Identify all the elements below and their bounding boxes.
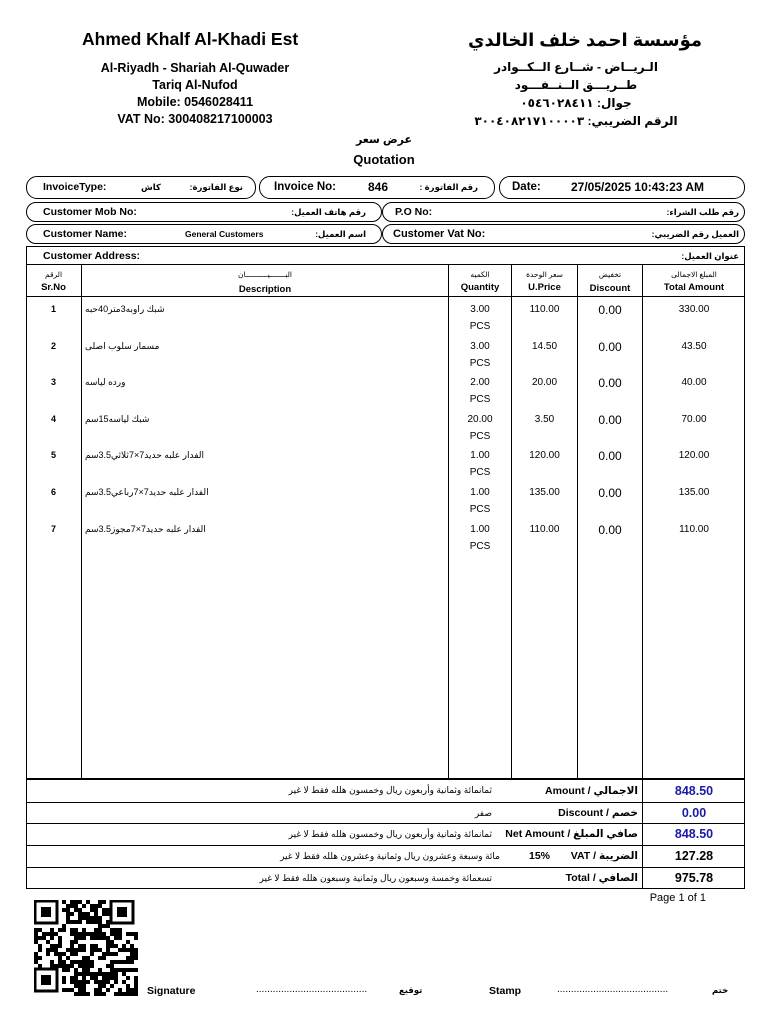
- row-description: الفدار علبه حديد7×7ثلاثي3.5سم: [85, 450, 205, 461]
- row-unit-price: 110.00: [529, 304, 560, 315]
- net-label: Net Amount / صافي المبلغ: [505, 828, 638, 840]
- stamp-line: ........................................: [557, 984, 669, 995]
- row-qty-unit: PCS: [469, 467, 491, 479]
- row-description: شبك راوبه3متر40حبه: [85, 304, 165, 314]
- invoice-type-ar: نوع الفاتورة:: [189, 182, 243, 192]
- mobile-en: Mobile: 0546028411: [136, 95, 254, 109]
- row-qty-value: 1.00: [470, 487, 490, 498]
- table-row: [0, 304, 768, 338]
- table-row: [0, 341, 768, 375]
- amount-value: 848.50: [674, 784, 714, 798]
- page-number: Page 1 of 1: [649, 892, 706, 904]
- row-total: 43.50: [681, 340, 707, 352]
- row-qty-value: 3.00: [470, 340, 490, 352]
- date-label: Date:: [512, 181, 541, 193]
- company-address-ar: [456, 58, 696, 130]
- table-header-divider: [26, 296, 745, 297]
- row-discount: 0.00: [598, 376, 622, 391]
- vat-words: مائة وسبعة وعشرون ريال وثمانية وعشرون هلله فقط لا غير: [280, 851, 500, 861]
- po-label: P.O No:: [395, 206, 433, 218]
- row-sr-no: 3: [50, 377, 56, 388]
- row-sr-no: 7: [50, 523, 56, 534]
- doc-title-ar: عرض سعر: [355, 134, 413, 146]
- row-qty-value: 1.00: [470, 523, 490, 535]
- address-ar-line-2: طــريـــق الــنــفـــود: [514, 78, 638, 92]
- row-unit-price: 135.00: [529, 487, 560, 498]
- customer-name-ar: اسم العميل:: [315, 229, 366, 239]
- totals-divider-4: [26, 867, 745, 868]
- row-discount: 0.00: [598, 449, 622, 464]
- total-label: Total / الصافي: [565, 872, 638, 884]
- row-qty-unit: PCS: [469, 394, 491, 406]
- col-disc-en: Discount: [589, 283, 631, 294]
- vat-ar: الرقم الضريبي: ٣٠٠٤٠٨٢١٧١٠٠٠٠٣: [474, 114, 678, 128]
- row-qty-value: 20.00: [467, 413, 493, 425]
- row-discount: 0.00: [598, 522, 622, 537]
- signature-ar: توقيع: [399, 985, 423, 995]
- row-qty-unit: PCS: [469, 357, 491, 369]
- totals-top-border: [26, 779, 745, 780]
- row-description: مسمار سلوب اصلى: [85, 340, 160, 351]
- discount-words: صفر: [474, 808, 492, 818]
- vat-value: 127.28: [674, 849, 714, 863]
- signature-label: Signature: [147, 985, 196, 997]
- row-quantity: [449, 374, 511, 408]
- col-desc-ar: البـــــــيــــــــــان: [237, 270, 293, 279]
- row-discount: 0.00: [598, 339, 622, 354]
- vat-en: VAT No: 300408217100003: [117, 112, 273, 126]
- row-qty-value: 1.00: [470, 450, 490, 462]
- table-row: [0, 487, 768, 521]
- table-row: [0, 450, 768, 484]
- stamp-ar: ختم: [712, 985, 729, 995]
- discount-value: 0.00: [681, 806, 707, 820]
- company-address-en: [70, 60, 320, 128]
- invoice-type-value: كاش: [141, 182, 161, 192]
- totals-bottom-border: [26, 888, 745, 889]
- row-description: ورده لياسه: [85, 377, 126, 388]
- col-price-en: U.Price: [528, 282, 561, 293]
- invoice-no-ar: رقم الفاتورة :: [419, 182, 478, 192]
- table-row: [0, 377, 768, 411]
- customer-name-value: General Customers: [185, 229, 264, 239]
- vat-label: VAT / الضريبة: [570, 850, 638, 862]
- row-total: 120.00: [678, 450, 710, 462]
- col-srno-ar: الرقم: [44, 270, 63, 279]
- row-sr-no: 5: [50, 450, 56, 461]
- net-words: ثمانمائة وثمانية وأربعون ريال وخمسون هلله فقط لا غير: [288, 829, 492, 839]
- row-discount: 0.00: [598, 303, 622, 317]
- col-header-discount: [578, 268, 642, 296]
- qr-code: [34, 900, 138, 996]
- customer-vat-label: Customer Vat No:: [393, 228, 486, 240]
- row-qty-unit: PCS: [469, 321, 491, 332]
- total-words: تسعمائة وخمسة وسبعون ريال وثمانية وسبعون هلله فقط لا غير: [259, 873, 492, 883]
- col-qty-en: Quantity: [460, 282, 500, 293]
- row-total: 40.00: [681, 377, 707, 389]
- totals-divider-1: [26, 802, 745, 803]
- row-sr-no: 2: [50, 340, 56, 351]
- row-quantity: [449, 411, 511, 445]
- row-sr-no: 6: [50, 487, 56, 497]
- col-price-ar: سعر الوحدة: [526, 270, 563, 279]
- row-qty-unit: PCS: [469, 430, 491, 442]
- row-sr-no: 4: [50, 413, 56, 424]
- address-ar-line-1: الـريــاض - شــارع الــكــوادر: [494, 60, 658, 74]
- row-sr-no: 1: [50, 304, 56, 314]
- invoice-no-label: Invoice No:: [274, 181, 336, 193]
- col-disc-ar: تخفيض: [598, 270, 622, 279]
- row-total: 135.00: [678, 487, 710, 498]
- row-description: الفدار علبه حديد7×7مجوز3.5سم: [85, 523, 206, 534]
- row-unit-price: 20.00: [531, 377, 558, 389]
- row-quantity: [449, 338, 511, 372]
- amount-words: ثمانمائة وثمانية وأربعون ريال وخمسون هلله فقط لا غير: [288, 785, 492, 795]
- stamp-label: Stamp: [489, 985, 522, 997]
- po-ar: رقم طلب الشراء:: [666, 207, 739, 217]
- row-qty-unit: PCS: [469, 540, 491, 552]
- col-total-ar: المبلغ الاجمالى: [671, 270, 717, 279]
- discount-label: Discount / خصم: [558, 807, 638, 819]
- amount-label: Amount / الاجمالي: [545, 785, 638, 797]
- row-quantity: [449, 301, 511, 335]
- row-unit-price: 14.50: [531, 340, 558, 352]
- totals-divider-2: [26, 823, 745, 824]
- invoice-no-value: 846: [368, 180, 389, 194]
- company-name-ar: مؤسسة احمد خلف الخالدي: [467, 30, 702, 50]
- address-line-2: Tariq Al-Nufod: [152, 78, 238, 92]
- date-value: 27/05/2025 10:43:23 AM: [571, 180, 704, 194]
- customer-mob-ar: رقم هاتف العميل:: [291, 207, 366, 217]
- row-description: الفدار علبه حديد7×7رباعي3.5سم: [85, 487, 209, 497]
- col-total-en: Total Amount: [663, 282, 725, 293]
- col-header-srno: [26, 268, 81, 294]
- mobile-ar: جوال: ٠٥٤٦٠٢٨٤١١: [520, 96, 632, 110]
- row-quantity: [449, 484, 511, 518]
- table-row: [0, 414, 768, 448]
- signature-line: ........................................: [256, 984, 368, 995]
- address-line-1: Al-Riyadh - Shariah Al-Quwader: [100, 61, 290, 75]
- col-header-price: [512, 268, 577, 294]
- row-unit-price: 3.50: [534, 413, 555, 425]
- row-qty-value: 3.00: [470, 304, 490, 315]
- col-desc-en: Description: [238, 284, 292, 295]
- row-unit-price: 120.00: [529, 450, 560, 462]
- customer-address-ar: عنوان العميل:: [681, 251, 739, 261]
- row-total: 330.00: [678, 304, 710, 315]
- customer-address-label: Customer Address:: [43, 250, 141, 262]
- row-discount: 0.00: [598, 412, 622, 427]
- row-qty-value: 2.00: [470, 377, 490, 389]
- table-row: [0, 524, 768, 558]
- total-value: 975.78: [674, 871, 714, 885]
- row-total: 110.00: [679, 523, 709, 535]
- doc-title-en: Quotation: [353, 152, 415, 167]
- col-qty-ar: الكميه: [470, 270, 490, 279]
- row-description: شبك لياسه15سم: [85, 413, 150, 424]
- row-quantity: [449, 447, 511, 481]
- invoice-type-label: InvoiceType:: [43, 181, 107, 193]
- totals-divider-3: [26, 845, 745, 846]
- customer-mob-label: Customer Mob No:: [43, 206, 137, 218]
- col-header-desc: [82, 268, 448, 296]
- col-header-total: [643, 268, 745, 294]
- row-discount: 0.00: [598, 486, 622, 500]
- row-total: 70.00: [681, 413, 707, 425]
- row-quantity: [449, 521, 511, 555]
- net-value: 848.50: [674, 827, 714, 841]
- company-name-en: Ahmed Khalf Al-Khadi Est: [82, 29, 299, 49]
- vat-percent: 15%: [529, 850, 551, 862]
- col-header-qty: [449, 268, 511, 294]
- customer-vat-ar: العميل رقم الضريبي:: [651, 229, 739, 239]
- row-qty-unit: PCS: [469, 504, 491, 515]
- customer-name-label: Customer Name:: [43, 228, 128, 240]
- row-unit-price: 110.00: [529, 523, 560, 535]
- col-srno-en: Sr.No: [41, 282, 66, 293]
